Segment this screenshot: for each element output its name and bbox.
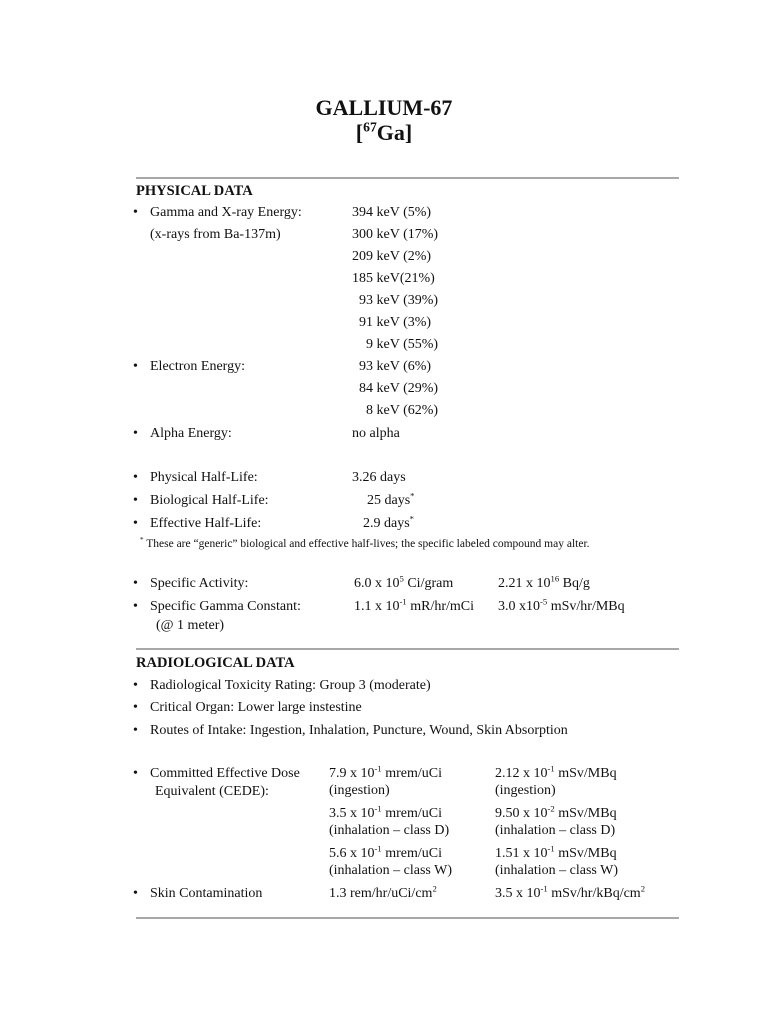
value-base: 1.1 x 10 — [354, 599, 400, 614]
value-unit: mSv/hr/MBq — [547, 599, 625, 614]
specific-activity-value-ci — [354, 573, 454, 592]
value-unit: Bq/g — [559, 576, 590, 591]
electron-label: Electron Energy: — [150, 359, 245, 374]
value-exponent: -1 — [540, 883, 548, 894]
cede-condition: (inhalation – class W) — [495, 863, 618, 878]
value-exponent: -1 — [547, 763, 555, 774]
document-title: GALLIUM-67 — [315, 95, 453, 120]
value-unit: mrem/uCi — [381, 766, 443, 781]
cede-label: Committed Effective Dose — [150, 766, 300, 781]
specific-activity-label: Specific Activity: — [150, 576, 249, 591]
value-unit: mR/hr/mCi — [406, 599, 475, 614]
cede-sublabel: Equivalent (CEDE): — [155, 784, 269, 799]
gamma-value: 91 keV (3%) — [359, 315, 432, 330]
value-unit: mrem/uCi — [381, 846, 443, 861]
value-base: 9.50 x 10 — [495, 806, 548, 821]
bullet-icon: • — [133, 359, 138, 374]
isotope-symbol: Ga] — [376, 120, 413, 145]
divider-bottom — [136, 917, 679, 919]
gamma-label: Gamma and X-ray Energy: — [150, 205, 302, 220]
footnote-text: These are “generic” biological and effective half-lives; the specific labeled compound may alter. — [146, 538, 590, 550]
value-exponent: 2 — [432, 883, 437, 894]
footnote-marker: * — [409, 513, 415, 524]
electron-value: 84 keV (29%) — [359, 381, 439, 396]
cede-value-mrem — [329, 763, 443, 782]
specific-gamma-constant-value-mr — [354, 596, 475, 615]
value-exponent: -1 — [374, 763, 382, 774]
cede-value-msv — [495, 803, 617, 822]
bullet-icon: • — [133, 426, 138, 441]
physical-half-life-value: 3.26 days — [352, 470, 406, 485]
radiological-data-heading: RADIOLOGICAL DATA — [136, 655, 295, 671]
physical-half-life-label: Physical Half-Life: — [150, 470, 258, 485]
value-unit: mrem/uCi — [381, 806, 443, 821]
footnote-marker: * — [410, 490, 415, 501]
half-life-footnote — [140, 538, 590, 550]
value-unit: Ci/gram — [403, 576, 454, 591]
value-unit: mSv/hr/kBq/cm — [547, 886, 641, 901]
cede-value-msv — [495, 763, 617, 782]
divider-middle — [136, 648, 679, 650]
skin-contamination-value-msv — [495, 883, 646, 902]
value-exponent: 16 — [550, 573, 560, 584]
cede-condition: (inhalation – class D) — [495, 823, 616, 838]
value-base: 1.51 x 10 — [495, 846, 548, 861]
gamma-value: 209 keV (2%) — [352, 249, 432, 264]
bullet-icon: • — [133, 599, 138, 614]
document-subtitle — [0, 120, 768, 146]
bullet-icon: • — [133, 576, 138, 591]
cede-value-msv — [495, 843, 617, 862]
value-base: 3.0 x10 — [498, 599, 540, 614]
divider-top — [136, 177, 679, 179]
effective-half-life-text: 2.9 days — [363, 516, 410, 531]
bullet-icon: • — [133, 886, 138, 901]
gamma-value: 185 keV(21%) — [352, 271, 435, 286]
alpha-value: no alpha — [352, 426, 400, 441]
bullet-icon: • — [133, 700, 138, 715]
bullet-icon: • — [133, 516, 138, 531]
bullet-icon: • — [133, 493, 138, 508]
bullet-icon: • — [133, 723, 138, 738]
toxicity-rating: Radiological Toxicity Rating: Group 3 (moderate) — [150, 678, 431, 693]
gamma-value: 394 keV (5%) — [352, 205, 432, 220]
value-base: 3.5 x 10 — [329, 806, 375, 821]
cede-value-mrem — [329, 843, 443, 862]
unit-exponent: 2 — [640, 883, 646, 894]
skin-contamination-label: Skin Contamination — [150, 886, 263, 901]
specific-gamma-constant-value-msv — [498, 596, 625, 615]
specific-gamma-constant-label: Specific Gamma Constant: — [150, 599, 301, 614]
cede-condition: (inhalation – class W) — [329, 863, 452, 878]
value-base: 5.6 x 10 — [329, 846, 375, 861]
bullet-icon: • — [133, 205, 138, 220]
bullet-icon: • — [133, 678, 138, 693]
electron-value: 93 keV (6%) — [359, 359, 432, 374]
gamma-sublabel: (x-rays from Ba-137m) — [150, 227, 281, 242]
gamma-value: 9 keV (55%) — [366, 337, 439, 352]
bracket-open: [ — [355, 120, 364, 145]
specific-activity-value-bq — [498, 573, 590, 592]
cede-condition: (ingestion) — [329, 783, 390, 798]
value-base: 6.0 x 10 — [354, 576, 400, 591]
value-base: 2.21 x 10 — [498, 576, 551, 591]
value-unit: mSv/MBq — [554, 806, 617, 821]
value-base: 3.5 x 10 — [495, 886, 541, 901]
value-exponent: -2 — [547, 803, 555, 814]
value-exponent: -1 — [374, 803, 382, 814]
value-base: 1.3 rem/hr/uCi/cm — [329, 886, 433, 901]
value-exponent: 5 — [399, 573, 404, 584]
cede-condition: (inhalation – class D) — [329, 823, 450, 838]
alpha-label: Alpha Energy: — [150, 426, 232, 441]
skin-contamination-value-rem — [329, 883, 437, 902]
bullet-icon: • — [133, 470, 138, 485]
value-base: 7.9 x 10 — [329, 766, 375, 781]
gamma-value: 300 keV (17%) — [352, 227, 439, 242]
gamma-value: 93 keV (39%) — [359, 293, 439, 308]
value-base: 2.12 x 10 — [495, 766, 548, 781]
footnote-marker: * — [140, 536, 144, 545]
value-exponent: -5 — [540, 596, 548, 607]
cede-condition: (ingestion) — [495, 783, 556, 798]
physical-data-heading: PHYSICAL DATA — [136, 183, 253, 199]
critical-organ: Critical Organ: Lower large instestine — [150, 700, 362, 715]
value-exponent: -1 — [399, 596, 407, 607]
value-exponent: -1 — [374, 843, 382, 854]
specific-gamma-constant-sublabel: (@ 1 meter) — [156, 618, 225, 633]
isotope-mass-number: 67 — [363, 119, 377, 135]
electron-value: 8 keV (62%) — [366, 403, 439, 418]
effective-half-life-label: Effective Half-Life: — [150, 516, 262, 531]
bullet-icon: • — [133, 766, 138, 781]
routes-of-intake: Routes of Intake: Ingestion, Inhalation, Puncture, Wound, Skin Absorption — [150, 723, 568, 738]
cede-value-mrem — [329, 803, 443, 822]
effective-half-life-value — [363, 513, 415, 532]
biological-half-life-text: 25 days — [367, 493, 411, 508]
value-exponent: -1 — [547, 843, 555, 854]
biological-half-life-value — [367, 490, 415, 509]
value-unit: mSv/MBq — [554, 766, 617, 781]
value-unit: mSv/MBq — [554, 846, 617, 861]
biological-half-life-label: Biological Half-Life: — [150, 493, 269, 508]
